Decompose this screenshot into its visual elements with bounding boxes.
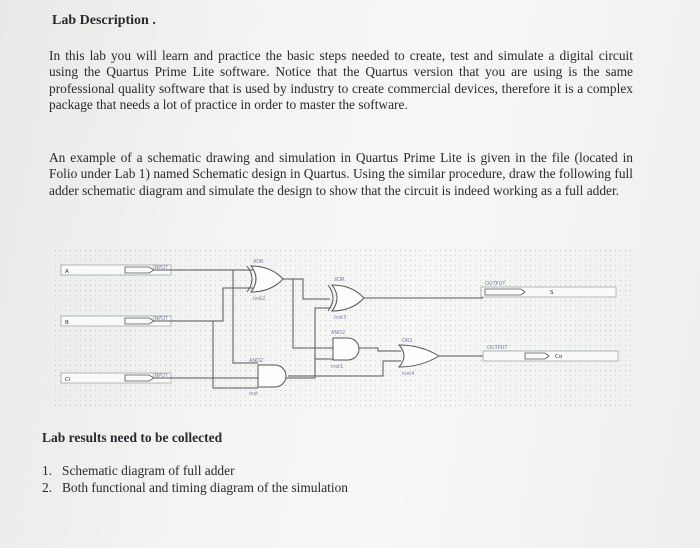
or-gate-type: OR2 [402, 338, 413, 344]
results-list [42, 462, 348, 496]
and-gate-2-type: AND2 [249, 358, 264, 364]
list-item-number: 1. [42, 463, 53, 478]
full-adder-schematic [53, 248, 633, 418]
output-pin-s-tag: OUTPUT [485, 281, 506, 287]
xor-gate-1-type: XOR [253, 259, 264, 265]
input-pin-b-label: B [65, 320, 69, 326]
intro-paragraph: In this lab you will learn and practice the basic steps needed to create, test and simulate a digital circuit using the Quartus Prime Lite software. Notice that the Quartus version that you are using is the same professional quality software that is used by industry to create commercial devices, therefore it is a complex package that needs a lot of practice in order to master the software. [49, 48, 633, 113]
input-pin-b-tag: INPUT [153, 316, 168, 322]
xor-gate-2-type: XOR [334, 277, 345, 283]
or-gate-instance: inst4 [402, 371, 415, 377]
xor-gate-1-instance: inst2 [253, 296, 266, 302]
list-item [42, 479, 348, 496]
output-pin-s-label: S [550, 290, 554, 296]
list-item [42, 462, 348, 479]
input-pin-a-tag: INPUT [153, 265, 168, 271]
list-item-text: Schematic diagram of full adder [62, 463, 235, 478]
output-pin-co-label: Co [555, 354, 563, 360]
list-item-text: Both functional and timing diagram of the simulation [62, 480, 348, 495]
input-pin-ci-tag: INPUT [153, 373, 168, 379]
input-pin-ci-label: Ci [65, 377, 71, 383]
instructions-paragraph: An example of a schematic drawing and simulation in Quartus Prime Lite is given in the file (located in Folio under Lab 1) named Schematic design in Quartus. Using the similar procedure, draw the following full adder schematic diagram and simulate the design to show that the circuit is indeed working as a full adder. [49, 150, 633, 198]
list-item-number: 2. [42, 480, 53, 495]
section-heading: Lab Description . [52, 13, 156, 28]
xor-gate-2-instance: inst3 [334, 315, 347, 321]
results-heading: Lab results need to be collected [42, 430, 223, 445]
and-gate-2-instance: inst [249, 391, 259, 397]
and-gate-1-instance: inst1 [331, 364, 344, 370]
output-pin-co-tag: OUTPUT [487, 345, 508, 351]
and-gate-1-type: AND2 [331, 330, 346, 336]
input-pin-a-label: A [65, 269, 69, 275]
